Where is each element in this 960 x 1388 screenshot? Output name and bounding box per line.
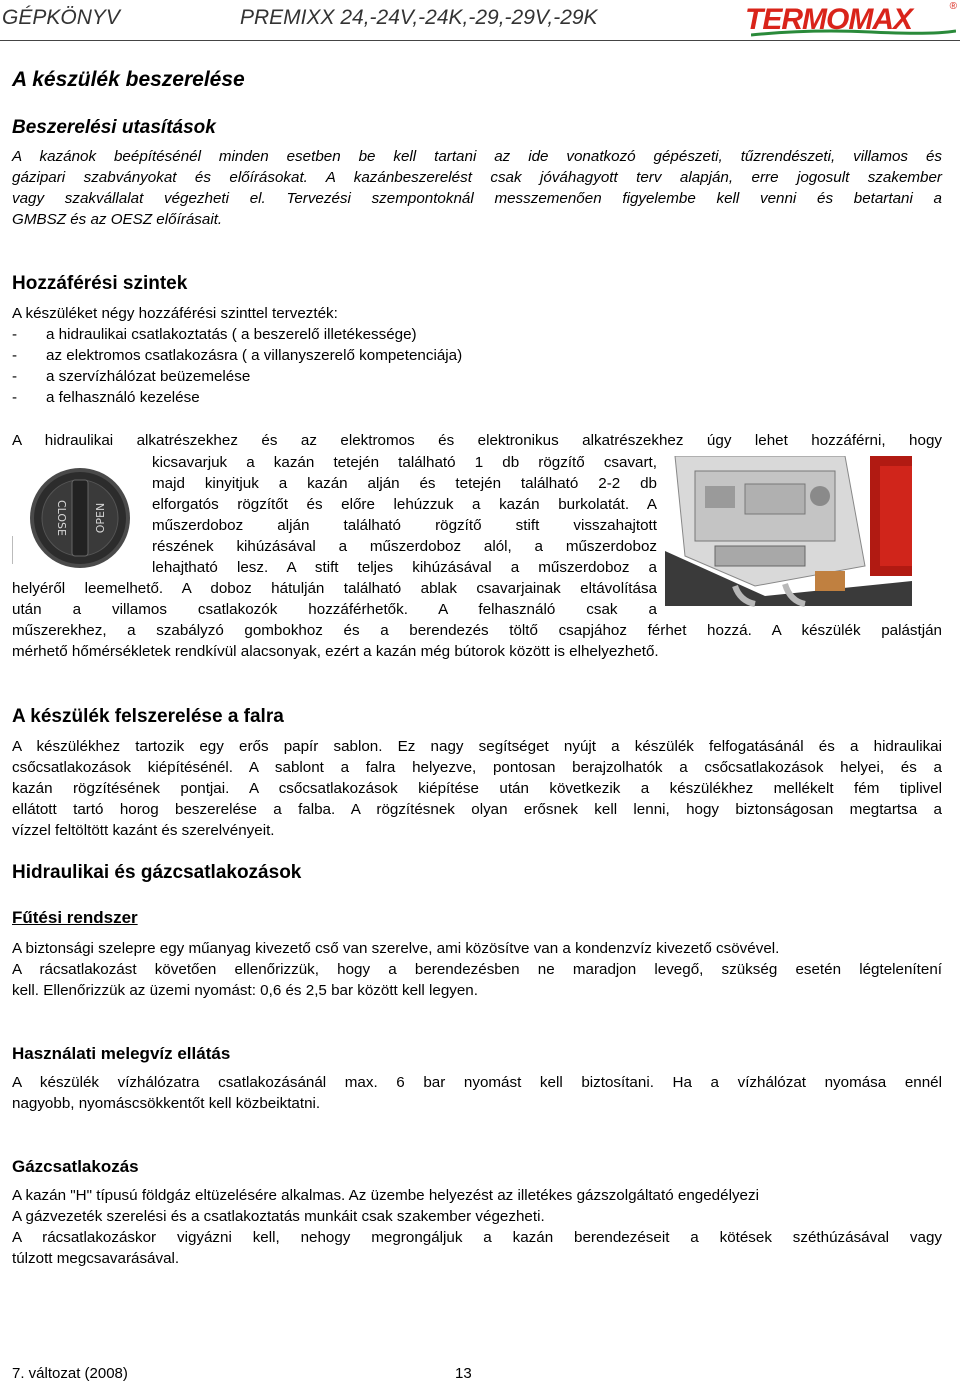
header-model: PREMIXX 24,-24V,-24K,-29,-29V,-29K [240,6,598,29]
access-heading: Hozzáférési szintek [12,273,188,294]
close-open-knob-icon [12,466,132,576]
instructions-line: gázipari szabványokat és előírásokat. A kazánbeszerelést csak jóváhagyott terv alapján, erre jogosult szakember [12,169,942,186]
access-item-dash: - [12,326,18,343]
gas-line: A kazán "H" típusú földgáz eltüzelésére alkalmas. Az üzembe helyezést az illetékes gázszolgáltató engedélyezi [12,1187,759,1204]
access-wide-line: helyéről leemelhető. A doboz hátulján található ablak csavarjainak eltávolítása [12,580,657,597]
access-wrap-line: lehajtható lesz. A stift teljes kihúzásával a műszerdoboz a [152,559,657,576]
access-wide-line: műszerekhez, a szabályzó gombokhoz és a berendezés töltő csapjához férhet hozzá. A készülék palástján [12,622,942,639]
registered-icon: ® [949,1,957,12]
hydraulic-heading: Hidraulikai és gázcsatlakozások [12,862,302,883]
access-intro: A készüléket négy hozzáférési szinttel tervezték: [12,305,338,322]
logo-text: TERMOMAX [745,3,912,36]
boiler-photo [665,456,912,608]
heating-line: kell. Ellenőrizzük az üzemi nyomást: 0,6 és 2,5 bar között kell legyen. [12,982,478,999]
logo-swoosh-icon [751,29,956,37]
heating-heading: Fűtési rendszer [12,908,138,927]
wall-line: ellátott tartó horog beszerelése a falba. A rögzítésnek olyan erősnek kell lenni, hogy biztonságosan megtartsa a [12,801,942,818]
hotwater-heading: Használati melegvíz ellátás [12,1044,231,1063]
header-manual-label: GÉPKÖNYV [2,6,120,29]
access-item-dash: - [12,347,18,364]
knob-open-label: OPEN [94,502,107,534]
access-wrap-line: részének kihúzásával a műszerdoboz alól, a műszerdoboz [152,538,657,555]
page-header [0,0,960,41]
wall-line: kazán rögzítésének pontjai. A csőcsatlakozások kiépítése után következik a készülékhez mellékelt fém tiplivel [12,780,942,797]
wall-line: vízzel feltöltött kazánt és szerelvényeit. [12,822,275,839]
instructions-line: A kazánok beépítésénél minden esetben be kell tartani az ide vonatkozó gépészeti, tűzrendészeti, villamos és [12,148,942,165]
heating-line: A biztonsági szelepre egy műanyag kivezető cső van szerelve, ami közösítve van a kondenzvíz kivezető csövével. [12,940,780,957]
wall-heading: A készülék felszerelése a falra [12,706,284,727]
access-lead: A hidraulikai alkatrészekhez és az elektromos és elektronikus alkatrészekhez úgy lehet hozzáférni, hogy [12,432,942,449]
access-wide-line: mérhető hőmérsékletek rendkívül alacsonyak, ezért a kazán még bútorok között is elhelyezhető. [12,643,659,660]
page-number: 13 [455,1365,472,1382]
access-item: az elektromos csatlakozásra ( a villanyszerelő kompetenciája) [46,347,463,364]
page-title: A készülék beszerelése [12,68,245,91]
termomax-logo [745,3,957,37]
hotwater-line: A készülék vízhálózatra csatlakozásánál max. 6 bar nyomást kell biztosítani. Ha a vízhálózat nyomása ennél [12,1074,942,1091]
gas-heading: Gázcsatlakozás [12,1157,139,1176]
access-wrap-line: elforgatós rögzítőt és előre lehúzzuk a kazán burkolatát. A [152,496,657,513]
instructions-line: GMBSZ és az OESZ előírásait. [12,211,223,228]
access-wrap-line: majd kinyitjuk a kazán alján és tetején található 2-2 db [152,475,657,492]
access-item-dash: - [12,389,18,406]
gas-line: A gázvezeték szerelési és a csatlakoztatás munkáit csak szakember végezheti. [12,1208,545,1225]
knob-close-label: CLOSE [55,499,68,537]
gas-line: A rácsatlakozáskor vigyázni kell, nehogy megrongáljuk a kazán berendezéseit a kötések széthúzásával vagy [12,1229,942,1246]
access-item: a felhasználó kezelése [46,389,200,406]
access-wide-line: után a villamos csatlakozók hozzáférhetők. A felhasználó csak a [12,601,657,618]
wall-line: A készülékhez tartozik egy erős papír sablon. Ez nagy segítséget nyújt a készülék felfogatásánál és a hidraulikai [12,738,942,755]
wall-line: csőcsatlakozások kiépítésénél. A sablont a falra helyezve, pontosan berajzolhatók a csőcsatlakozások helyei, és a [12,759,942,776]
access-item: a hidraulikai csatlakoztatás ( a beszerelő illetékessége) [46,326,417,343]
access-item: a szervízhálózat beüzemelése [46,368,251,385]
hotwater-line: nagyobb, nyomáscsökkentőt kell közbeiktatni. [12,1095,321,1112]
instructions-line: vagy szakvállalat végezheti el. Tervezési szempontoknál messzemenően figyelembe kell venni és betartani a [12,190,942,207]
footer-version: 7. változat (2008) [12,1365,128,1382]
instructions-heading: Beszerelési utasítások [12,117,216,138]
access-wrap-line: műszerdoboz alján található rögzítő stift visszahajtott [152,517,657,534]
heating-line: A rácsatlakozást követően ellenőrizzük, hogy a berendezésben ne maradjon levegő, szükség esetén légtelenítení [12,961,942,978]
access-wrap-line: kicsavarjuk a kazán tetején található 1 db rögzítő csavart, [152,454,657,471]
gas-line: túlzott megcsavarásával. [12,1250,180,1267]
access-item-dash: - [12,368,18,385]
